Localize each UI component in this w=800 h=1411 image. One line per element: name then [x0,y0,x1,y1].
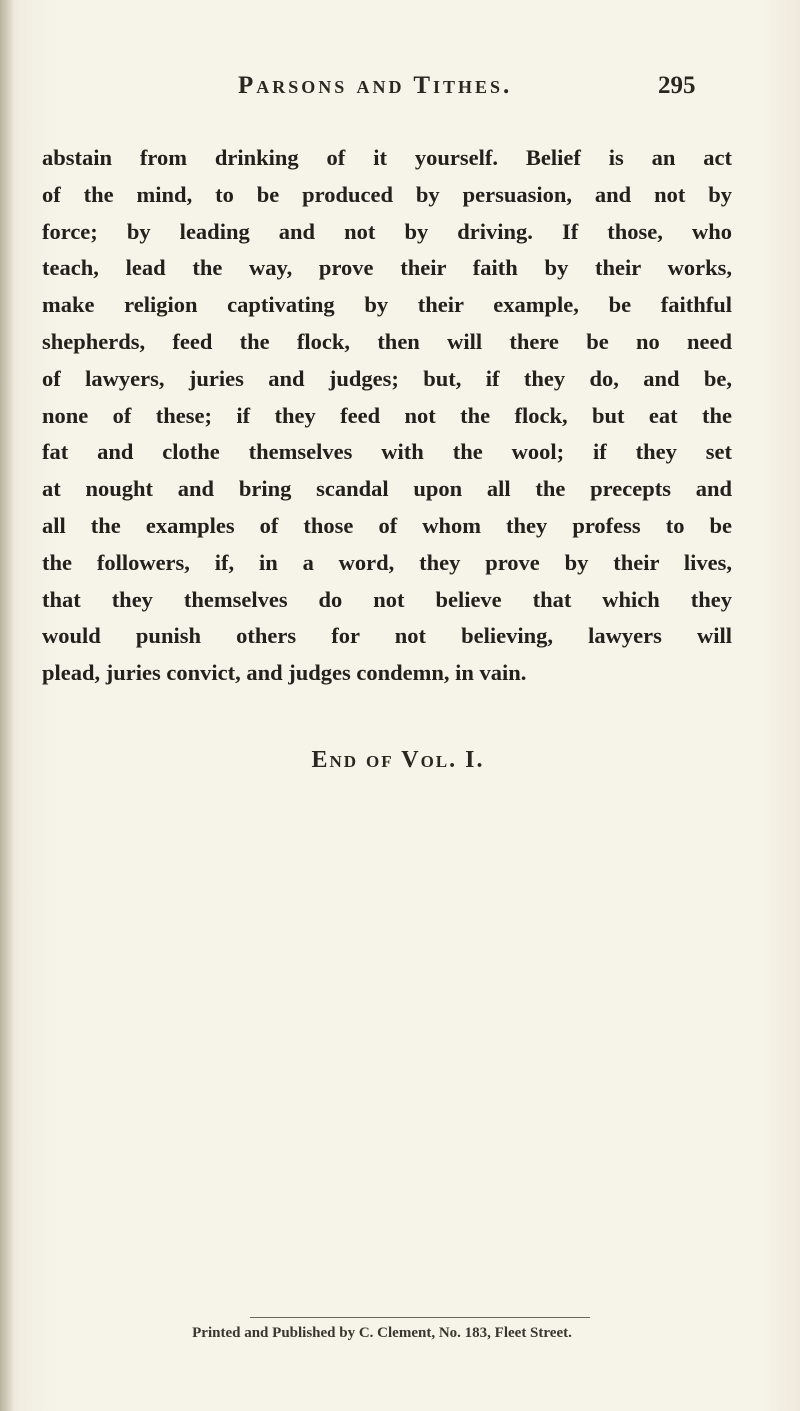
printer-imprint-text: Printed and Published by C. Clement, No. 183, Fleet Street. [192,1325,572,1341]
text-line: of the mind, to be produced by persuasion, and not by [42,181,732,207]
text-line: of lawyers, juries and judges; but, if they do, and be, [42,365,732,391]
text-line: that they themselves do not believe that which they [42,586,732,612]
text-line: would punish others for not believing, lawyers will [42,623,732,649]
text-line: teach, lead the way, prove their faith by their works, [42,255,732,281]
body-text [42,140,732,692]
end-of-volume-text: End of Vol. I. [311,747,485,773]
spine-shadow [0,0,14,1411]
text-line: at nought and bring scandal upon all the precepts and [42,476,732,502]
text-line: force; by leading and not by driving. If those, who [42,218,732,244]
text-line: shepherds, feed the flock, then will there be no need [42,328,732,354]
printer-imprint [0,1325,800,1342]
running-title: Parsons and Tithes. [238,72,513,99]
text-line: make religion captivating by their example, be faithful [42,292,732,318]
running-head [0,72,800,108]
text-line: fat and clothe themselves with the wool; if they set [42,439,732,465]
end-of-volume-note [0,747,800,774]
text-line-last: plead, juries convict, and judges condemn, in vain. [42,660,527,686]
text-line: all the examples of those of whom they profess to be [42,512,732,538]
page-number: 295 [658,72,696,99]
text-line: none of these; if they feed not the flock, but eat the [42,402,732,428]
text-line: abstain from drinking of it yourself. Belief is an act [42,145,732,170]
text-line: the followers, if, in a word, they prove by their lives, [42,549,732,575]
imprint-rule [250,1317,590,1318]
